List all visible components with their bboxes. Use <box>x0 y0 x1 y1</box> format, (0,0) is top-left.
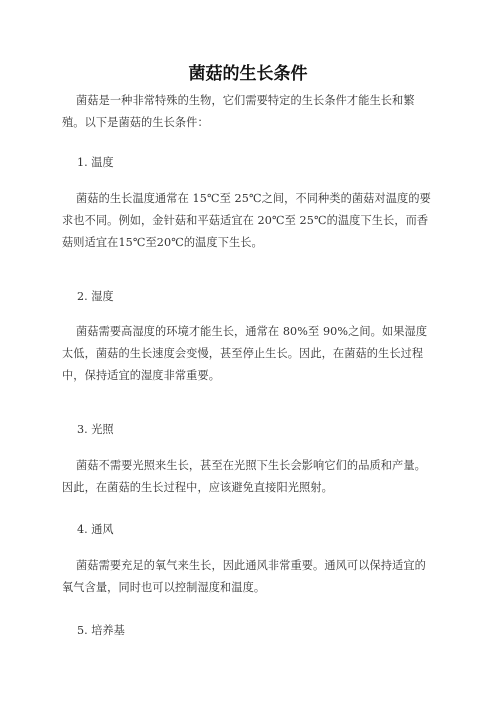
section-body-humidity: 菌菇需要高湿度的环境才能生长，通常在 80%至 90%之间。如果湿度太低，菌菇的生长速度会变慢，甚至停止生长。因此，在菌菇的生长过程中，保持适宜的湿度非常重要。 <box>62 325 428 382</box>
section-body-ventilation: 菌菇需要充足的氧气来生长，因此通风非常重要。通风可以保持适宜的氧气含量，同时也可以控制湿度和温度。 <box>62 559 426 594</box>
intro-paragraph: 菌菇是一种非常特殊的生物，它们需要特定的生长条件才能生长和繁殖。以下是菌菇的生长条件： <box>62 94 415 129</box>
section-body-light: 菌菇不需要光照来生长，甚至在光照下生长会影响它们的品质和产量。因此，在菌菇的生长过程中，应该避免直接阳光照射。 <box>62 459 426 494</box>
section-heading-medium: 5. 培养基 <box>77 624 125 637</box>
section-heading-ventilation: 4. 通风 <box>77 523 114 536</box>
document-title: 菌菇的生长条件 <box>188 64 308 84</box>
section-heading-humidity: 2. 湿度 <box>77 290 114 303</box>
section-heading-light: 3. 光照 <box>77 423 114 436</box>
section-heading-temperature: 1. 温度 <box>77 156 114 169</box>
section-body-temperature: 菌菇的生长温度通常在 15℃至 25℃之间，不同种类的菌菇对温度的要求也不同。例如，金针菇和平菇适宜在 20℃至 25℃的温度下生长，而香菇则适宜在15℃至20℃的温度下生长。 <box>62 192 431 249</box>
